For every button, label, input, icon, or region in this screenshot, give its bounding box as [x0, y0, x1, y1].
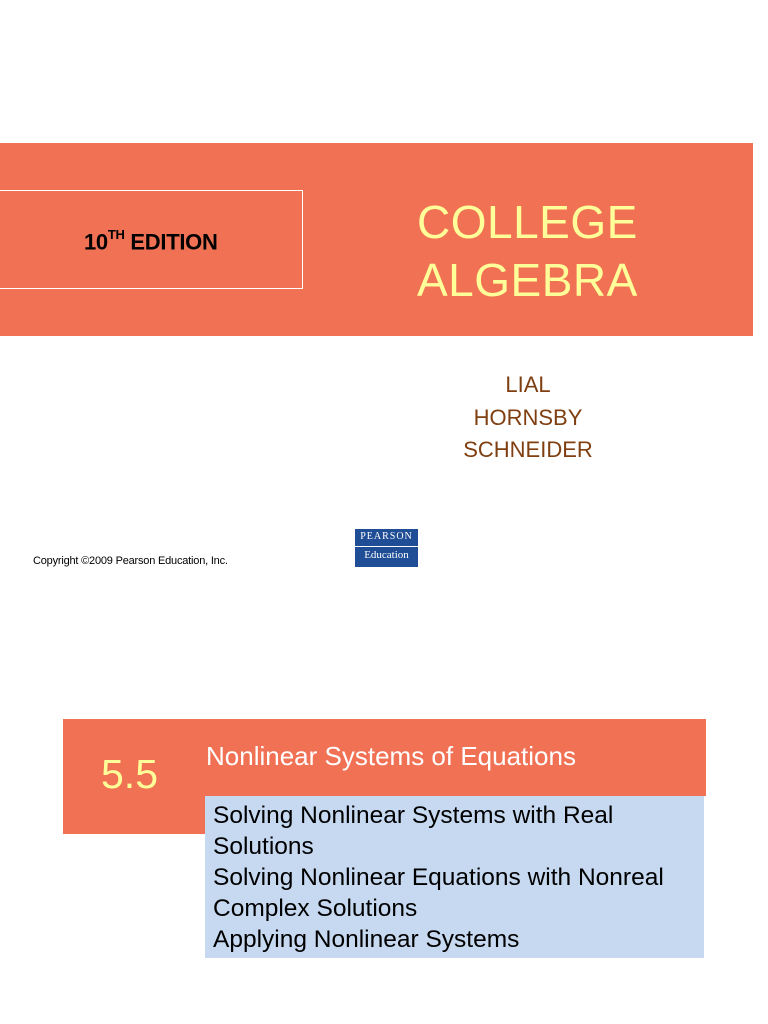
topic-item: Solving Nonlinear Systems with Real Solutions [213, 802, 614, 860]
book-title-line1: COLLEGE [417, 196, 638, 248]
author-name: SCHNEIDER [463, 437, 593, 462]
logo-divider [355, 546, 418, 547]
section-title: Nonlinear Systems of Equations [206, 741, 576, 771]
book-title-line2: ALGEBRA [417, 254, 638, 306]
edition-word: EDITION [130, 229, 218, 255]
section-band-extension [63, 796, 205, 834]
edition-label [84, 229, 218, 255]
book-title [417, 193, 638, 309]
pearson-logo [355, 529, 418, 567]
title-band [0, 143, 753, 336]
copyright-notice: Copyright ©2009 Pearson Education, Inc. [33, 555, 228, 567]
section-number: 5.5 [101, 751, 158, 797]
logo-line1: PEARSON [360, 531, 413, 542]
edition-number: 10 [84, 229, 108, 255]
topic-item: Applying Nonlinear Systems [213, 926, 520, 953]
logo-line2: Education [364, 549, 409, 561]
section-topics [205, 796, 704, 958]
author-name: HORNSBY [473, 404, 583, 430]
author-list [428, 369, 628, 467]
edition-suffix: TH [107, 227, 125, 242]
topic-item: Solving Nonlinear Equations with Nonreal Complex Solutions [213, 864, 664, 922]
author-name: LIAL [505, 372, 551, 397]
